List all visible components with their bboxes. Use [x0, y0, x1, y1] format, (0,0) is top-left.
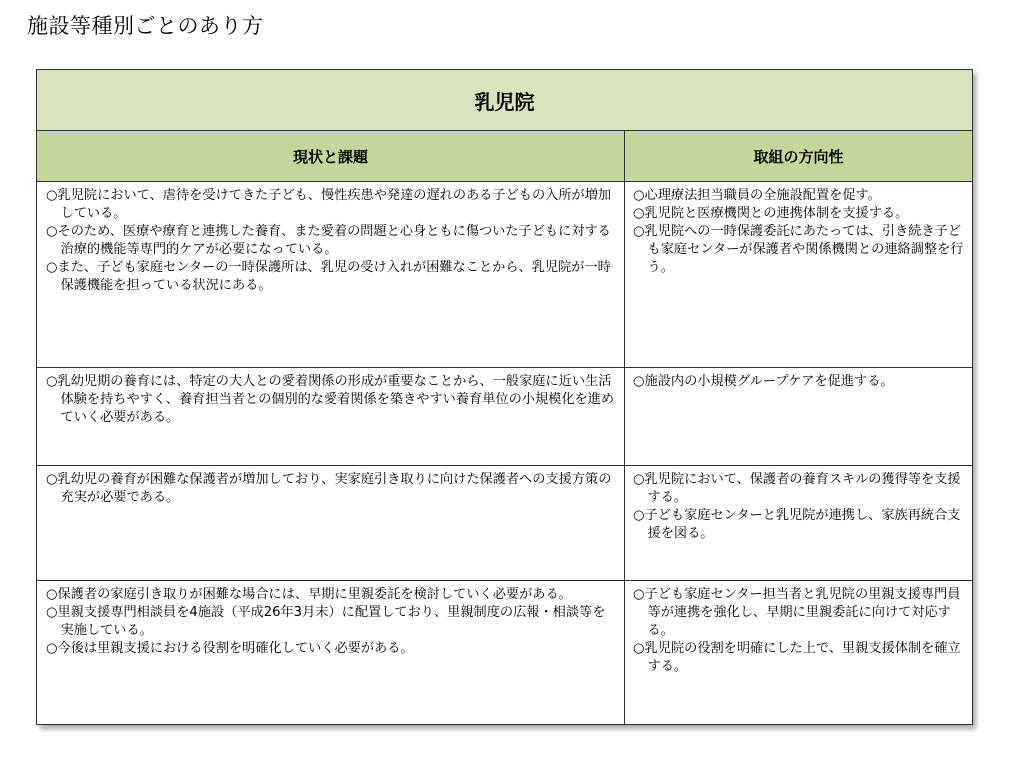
header-current-issues: 現状と課題: [37, 131, 625, 182]
list-item: ○乳幼児期の養育には、特定の大人との愛着関係の形成が重要なことから、一般家庭に近い生活体験を持ちやすく、養育担当者との個別的な愛着関係を築きやすい養育単位の小規模化を進めていく必要がある。: [46, 374, 615, 425]
list-item: ○乳児院において、保護者の養育スキルの獲得等を支援する。: [633, 472, 961, 505]
policy-table-grid: [36, 69, 973, 725]
list-item: ○施設内の小規模グループケアを促進する。: [633, 374, 894, 389]
direction-cell: [625, 182, 973, 368]
list-item: ○乳児院において、虐待を受けてきた子ども、慢性疾患や発達の遅れのある子どもの入所が増加している。: [46, 188, 612, 221]
current-issues-cell: [37, 368, 625, 466]
table-row: [37, 466, 973, 581]
direction-cell: [625, 466, 973, 581]
table-header-row: [37, 131, 973, 182]
table-row: [37, 368, 973, 466]
list-item: ○そのため、医療や療育と連携した養育、また愛着の問題と心身ともに傷ついた子どもに対する治療的機能等専門的ケアが必要になっている。: [46, 224, 611, 257]
table-row: [37, 581, 973, 725]
list-item: ○乳児院の役割を明確にした上で、里親支援体制を確立する。: [633, 641, 961, 674]
list-item: ○乳幼児の養育が困難な保護者が増加しており、実家庭引き取りに向けた保護者への支援方策の充実が必要である。: [46, 472, 612, 505]
table-title-row: [37, 70, 973, 131]
list-item: ○乳児院への一時保護委託にあたっては、引き続き子ども家庭センターが保護者や関係機関との連絡調整を行う。: [633, 224, 964, 275]
list-item: ○子ども家庭センター担当者と乳児院の里親支援専門員等が連携を強化し、早期に里親委託に向けて対応する。: [633, 587, 961, 638]
current-issues-cell: [37, 581, 625, 725]
header-direction: 取組の方向性: [625, 131, 973, 182]
list-item: ○保護者の家庭引き取りが困難な場合には、早期に里親委託を検討していく必要がある。: [46, 587, 572, 602]
list-item: ○子ども家庭センターと乳児院が連携し、家族再統合支援を図る。: [633, 508, 961, 541]
policy-table: [36, 69, 972, 725]
list-item: ○乳児院と医療機関との連携体制を支援する。: [633, 206, 909, 221]
direction-cell: [625, 368, 973, 466]
table-row: [37, 182, 973, 368]
list-item: ○里親支援専門相談員を4施設（平成26年3月末）に配置しており、里親制度の広報・相談等を実施している。: [46, 605, 606, 638]
page-title: 施設等種別ごとのあり方: [27, 14, 264, 38]
list-item: ○また、子ども家庭センターの一時保護所は、乳児の受け入れが困難なことから、乳児院が一時保護機能を担っている状況にある。: [46, 260, 611, 293]
direction-cell: [625, 581, 973, 725]
current-issues-cell: [37, 182, 625, 368]
list-item: ○心理療法担当職員の全施設配置を促す。: [633, 188, 881, 203]
table-title: 乳児院: [37, 70, 973, 131]
current-issues-cell: [37, 466, 625, 581]
list-item: ○今後は里親支援における役割を明確化していく必要がある。: [46, 641, 414, 656]
